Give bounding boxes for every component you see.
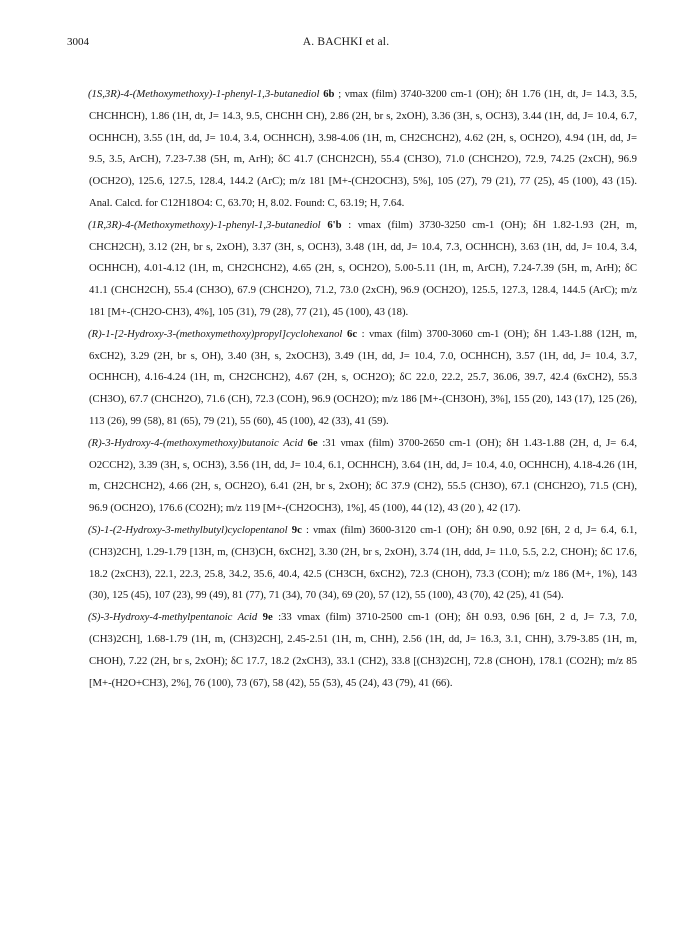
entry-data: :31 νmax (film) 3700-2650 cm-1 (OH); δH 1.43-1.88 (2H, d, J= 6.4, O2CCH2), 3.39 (3H, s, OCH3), 3.56 (1H, dd, J= 10.4, 6.1, OCHHCH), 3.64 (1H, dd, J= 10.4, 4.0, OCHHCH), 4.18-4.26 (1H, m, CH2CHCH2), 4.66 (2H, s, OCH2O), 6.41 (2H, br s, 2xOH); δC 37.9 (CH2), 55.5 (CH3O), 67.1 (CHCH2O), 71.5 (CH), 96.9 (OCH2O), 176.6 (CO2H); m/z 119 [M+-(CH2OCH3), 1%], 45 (100), 44 (12), 43 (20 ), 42 (17). bbox=[89, 436, 638, 515]
compound-name: (R)-3-Hydroxy-4-(methoxymethoxy)butanoic Acid bbox=[88, 436, 303, 449]
entry-data: :33 νmax (film) 3710-2500 cm-1 (OH); δH 0.93, 0.96 [6H, 2 d, J= 7.3, 7.0, (CH3)2CH], 1.68-1.79 (1H, m, (CH3)2CH], 2.45-2.51 (1H, m, CHH), 2.56 (1H, dd, J= 16.3, 3.1, CHH), 3.79-3.85 (1H, m, CHOH), 7.22 (2H, br s, 2xOH); δC 17.7, 18.2 (2xCH3), 33.1 (CH2), 33.8 [(CH3)2CH], 72.8 (CHOH), 178.1 (CO2H); m/z 85 [M+-(H2O+CH3), 2%], 76 (100), 73 (67), 58 (42), 55 (53), 45 (24), 43 (79), 41 (66). bbox=[89, 611, 638, 689]
compound-code: 9e bbox=[262, 611, 273, 624]
compound-entry bbox=[89, 520, 637, 607]
page-number: 3004 bbox=[67, 36, 89, 48]
entry-data: : νmax (film) 3730-3250 cm-1 (OH); δH 1.82-1.93 (2H, m, CHCH2CH), 3.12 (2H, br s, 2xOH), 3.37 (3H, s, OCH3), 3.48 (1H, dd, J= 10.4, 7.3, OCHHCH), 3.63 (1H, dd, J= 10.4, 3.4, OCHHCH), 4.01-4.12 (1H, m, CH2CHCH2), 4.65 (2H, s, OCH2O), 5.00-5.11 (1H, m, ArCH), 7.24-7.39 (5H, m, ArH); δC 41.1 (CHCH2CH), 55.4 (CH3O), 67.9 (CHCH2O), 71.2, 73.0 (2xCH), 96.9 (OCH2O), 125.5, 127.3, 128.4, 144.5 (ArC); m/z 181 [M+-(CH2O-CH3), 4%], 105 (31), 79 (28), 77 (21), 45 (100), 43 (18). bbox=[89, 218, 638, 318]
compound-entry bbox=[89, 607, 637, 694]
compound-code: 6e bbox=[307, 436, 318, 449]
entry-data: : νmax (film) 3600-3120 cm-1 (OH); δH 0.90, 0.92 [6H, 2 d, J= 6.4, 6.1, (CH3)2CH], 1.29-1.79 [13H, m, (CH3)CH, 6xCH2], 3.30 (2H, br s, 2xOH), 3.74 (1H, ddd, J= 11.0, 5.5, 2.2, CHOH); δC 17.6, 18.2 (2xCH3), 22.1, 22.3, 25.8, 34.2, 35.6, 40.4, 42.5 (CH3CH, 6xCH2), 72.3 (CHOH), 73.3 (COH); m/z 186 (M+, 1%), 143 (30), 125 (45), 107 (23), 99 (49), 81 (77), 71 (34), 70 (34), 69 (20), 57 (12), 55 (100), 43 (70), 42 (25), 41 (54). bbox=[89, 523, 637, 602]
compound-entry bbox=[89, 324, 637, 433]
compound-name: (1S,3R)-4-(Methoxymethoxy)-1-phenyl-1,3-butanediol bbox=[88, 88, 320, 100]
compound-entry bbox=[89, 84, 637, 215]
compound-name: (1R,3R)-4-(Methoxymethoxy)-1-phenyl-1,3-butanediol bbox=[88, 218, 321, 231]
compound-code: 9c bbox=[291, 523, 302, 536]
compound-name: (S)-3-Hydroxy-4-methylpentanoic Acid bbox=[88, 611, 258, 624]
page-header bbox=[0, 36, 692, 52]
compound-name: (S)-1-(2-Hydroxy-3-methylbutyl)cyclopentanol bbox=[88, 523, 288, 536]
compound-code: 6'b bbox=[327, 218, 342, 231]
compound-code: 6b bbox=[323, 88, 335, 100]
compound-name: (R)-1-[2-Hydroxy-3-(methoxymethoxy)propyl]cyclohexanol bbox=[88, 327, 343, 340]
entry-data: ; νmax (film) 3740-3200 cm-1 (OH); δH 1.76 (1H, dt, J= 14.3, 3.5, CHCHHCH), 1.86 (1H, dt, J= 14.3, 9.5, CHCHH CH), 2.86 (2H, br s, 2xOH), 3.36 (3H, s, OCH3), 3.44 (1H, dd, J= 10.4, 6.7, OCHHCH), 3.55 (1H, dd, J= 10.4, 3.4, OCHHCH), 3.98-4.06 (1H, m, CH2CHCH2), 4.62 (2H, s, OCH2O), 4.94 (1H, dd, J= 9.5, 3.5, ArCH), 7.23-7.38 (5H, m, ArH); δC 41.7 (CHCH2CH), 55.4 (CH3O), 71.0 (CHCH2O), 72.9, 74.25 (2xCH), 96.9 (OCH2O), 125.6, 127.5, 128.4, 144.2 (ArC); m/z 181 [M+-(CH2OCH3), 5%], 105 (27), 79 (21), 77 (25), 45 (100), 43 (15). Anal. Calcd. for C12H18O4: C, 63.70; H, 8.02. Found: C, 63.19; H, 7.64. bbox=[89, 88, 637, 209]
compound-entry bbox=[89, 433, 637, 520]
entry-data: : νmax (film) 3700-3060 cm-1 (OH); δH 1.43-1.88 (12H, m, 6xCH2), 3.29 (2H, br s, OH), 3.40 (3H, s, 2xOCH3), 3.49 (1H, dd, J= 10.4, 7.0, OCHHCH), 3.57 (1H, dd, J= 10.4, 3.7, OCHHCH), 4.16-4.24 (1H, m, CH2CHCH2), 4.67 (2H, s, OCH2O); δC 22.0, 22.2, 25.7, 36.06, 39.7, 42.4 (6xCH2), 55.3 (CH3O), 67.7 (CHCH2O), 71.6 (CH), 72.3 (COH), 96.9 (OCH2O); m/z 186 [M+-(CH3OH), 3%], 155 (20), 143 (17), 125 (26), 113 (26), 99 (58), 81 (65), 79 (21), 55 (60), 45 (100), 42 (33), 41 (59). bbox=[89, 327, 638, 427]
compound-entry bbox=[89, 215, 637, 324]
experimental-entries bbox=[89, 84, 637, 694]
running-head: A. BACHKI et al. bbox=[302, 36, 390, 48]
compound-code: 6c bbox=[346, 327, 358, 340]
